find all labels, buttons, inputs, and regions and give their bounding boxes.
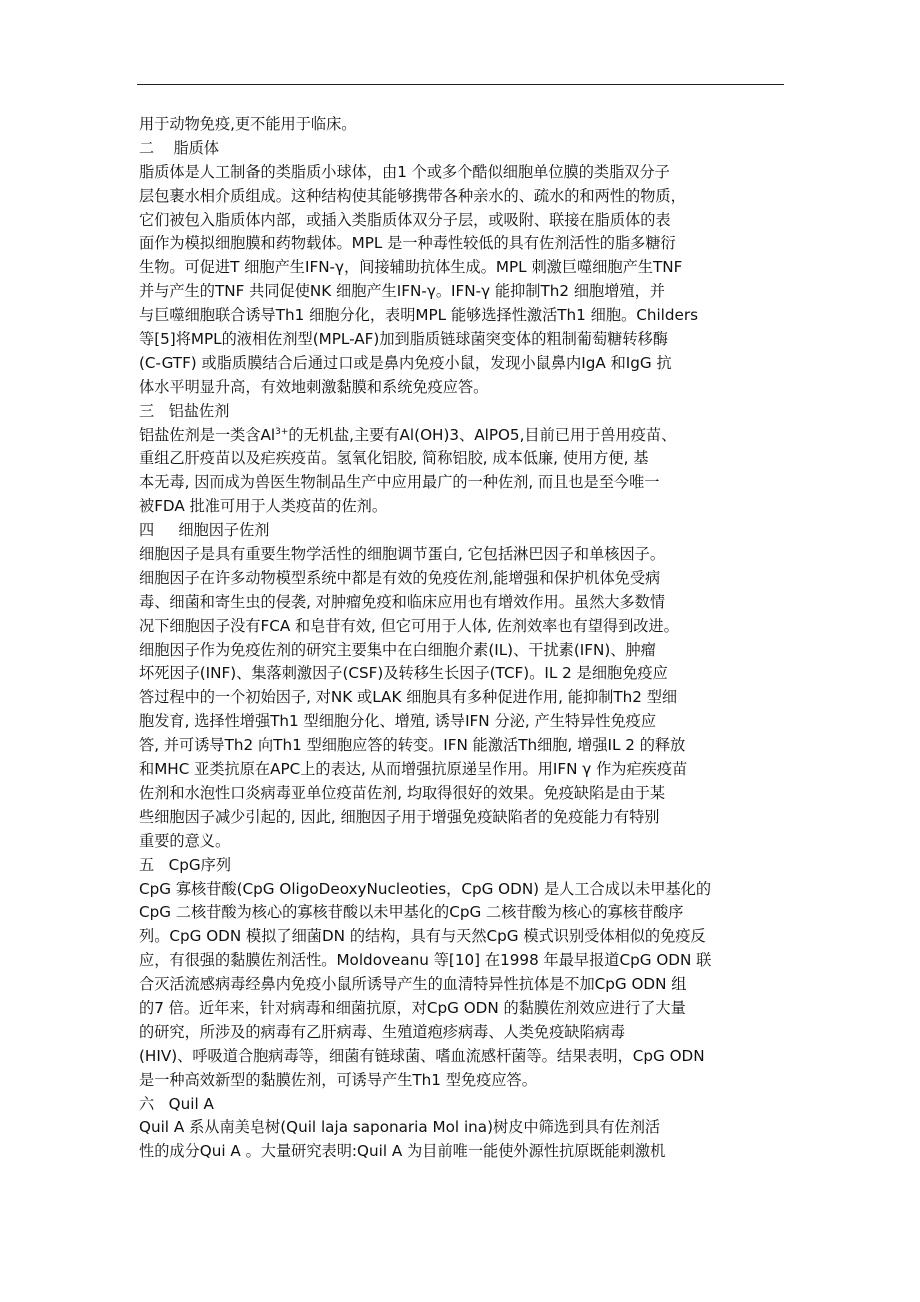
paragraph-line: 被FDA 批准可用于人类疫苗的佐剂。 bbox=[139, 497, 388, 516]
header-rule bbox=[137, 84, 784, 85]
paragraph-line: 层包裹水相介质组成。这种结构使其能够携带各种亲水的、疏水的和两性的物质， bbox=[139, 186, 686, 205]
paragraph-line: 体水平明显升高，有效地刺激黏膜和系统免疫应答。 bbox=[139, 377, 489, 396]
paragraph-line: (HIV)、呼吸道合胞病毒等，细菌有链球菌、嗜血流感杆菌等。结果表明，CpG ODN bbox=[139, 1046, 705, 1065]
paragraph-line: 重要的意义。 bbox=[139, 831, 231, 850]
paragraph-line: 答, 并可诱导Th2 向Th1 型细胞应答的转变。IFN 能激活Th细胞, 增强IL 2 的释放 bbox=[139, 736, 686, 755]
paragraph-line: 并与产生的TNF 共同促使NK 细胞产生IFN-γ。IFN-γ 能抑制Th2 细胞增殖，并 bbox=[139, 282, 665, 301]
line-text: 的无机盐,主要有Al(OH)3、AlPO5,目前已用于兽用疫苗、 bbox=[288, 425, 677, 444]
superscript-charge: 3+ bbox=[275, 426, 289, 437]
paragraph-line: Quil A 系从南美皂树(Quil laja saponaria Mol ina)树皮中筛选到具有佐剂活 bbox=[139, 1118, 661, 1137]
paragraph-line: 等[5]将MPL的液相佐剂型(MPL-AF)加到脂质链球菌突变体的粗制葡萄糖转移酶 bbox=[139, 330, 668, 349]
paragraph-line: 合灭活流感病毒经鼻内免疫小鼠所诱导产生的血清特异性抗体是不加CpG ODN 组 bbox=[139, 975, 687, 994]
paragraph-line: 和MHC 亚类抗原在APC上的表达, 从而增强抗原递呈作用。用IFN γ 作为疟疾疫苗 bbox=[139, 760, 688, 779]
paragraph-line: 它们被包入脂质体内部，或插入类脂质体双分子层，或吸附、联接在脂质体的表 bbox=[139, 210, 671, 229]
paragraph-line: CpG 二核苷酸为核心的寡核苷酸以未甲基化的CpG 二核苷酸为核心的寡核苷酸序 bbox=[139, 903, 684, 922]
paragraph-line: 答过程中的一个初始因子, 对NK 或LAK 细胞具有多种促进作用, 能抑制Th2 型细 bbox=[139, 688, 678, 707]
paragraph-line: 细胞因子在许多动物模型系统中都是有效的免疫佐剂,能增强和保护机体免受病 bbox=[139, 568, 661, 587]
paragraph-line: 与巨噬细胞联合诱导Th1 细胞分化，表明MPL 能够选择性激活Th1 细胞。Childers bbox=[139, 306, 699, 325]
paragraph-line: 应，有很强的黏膜佐剂活性。Moldoveanu 等[10] 在1998 年最早报道CpG ODN 联 bbox=[139, 951, 712, 970]
paragraph-line: 些细胞因子减少引起的, 因此, 细胞因子用于增强免疫缺陷者的免疫能力有特别 bbox=[139, 807, 660, 826]
paragraph-line: 细胞因子是具有重要生物学活性的细胞调节蛋白, 它包括淋巴因子和单核因子。 bbox=[139, 545, 666, 564]
section-heading: 五 CpG序列 bbox=[139, 855, 232, 874]
paragraph-line bbox=[139, 424, 793, 448]
paragraph-line: 毒、细菌和寄生虫的侵袭, 对肿瘤免疫和临床应用也有增效作用。虽然大多数情 bbox=[139, 592, 666, 611]
paragraph-line: 胞发育, 选择性增强Th1 型细胞分化、增殖, 诱导IFN 分泌, 产生特异性免疫应 bbox=[139, 712, 657, 731]
paragraph-line: 生物。可促进T 细胞产生IFN-γ，间接辅助抗体生成。MPL 刺激巨噬细胞产生TNF bbox=[139, 258, 683, 277]
paragraph-line: (C-GTF) 或脂质膜结合后通过口或是鼻内免疫小鼠，发现小鼠鼻内IgA 和IgG 抗 bbox=[139, 353, 672, 372]
section-heading: 六 Quil A bbox=[139, 1094, 214, 1113]
paragraph-line: 列。CpG ODN 模拟了细菌DN 的结构，具有与天然CpG 模式识别受体相似的免疫反 bbox=[139, 927, 706, 946]
paragraph-line: 性的成分Qui A 。大量研究表明:Quil A 为目前唯一能使外源性抗原既能刺激机 bbox=[139, 1142, 666, 1161]
section-heading: 四 细胞因子佐剂 bbox=[139, 521, 270, 540]
paragraph-line: 面作为模拟细胞膜和药物载体。MPL 是一种毒性较低的具有佐剂活性的脂多糖衍 bbox=[139, 234, 676, 253]
paragraph-line: 本无毒, 因而成为兽医生物制品生产中应用最广的一种佐剂, 而且也是至今唯一 bbox=[139, 473, 660, 492]
paragraph-line: 重组乙肝疫苗以及疟疾疫苗。氢氧化铝胶, 简称铝胶, 成本低廉, 使用方便, 基 bbox=[139, 449, 649, 468]
paragraph-line: 坏死因子(INF)、集落刺激因子(CSF)及转移生长因子(TCF)。IL 2 是细胞免疫应 bbox=[139, 664, 668, 683]
section-heading: 二 脂质体 bbox=[139, 138, 220, 157]
paragraph-line: 的研究，所涉及的病毒有乙肝病毒、生殖道疱疹病毒、人类免疫缺陷病毒 bbox=[139, 1022, 625, 1041]
paragraph-line: 的7 倍。近年来，针对病毒和细菌抗原，对CpG ODN 的黏膜佐剂效应进行了大量 bbox=[139, 998, 686, 1017]
paragraph-line: 况下细胞因子没有FCA 和皂苷有效, 但它可用于人体, 佐剂效率也有望得到改进。 bbox=[139, 616, 679, 635]
line-text: 铝盐佐剂是一类含Al bbox=[139, 425, 276, 444]
paragraph-line: 是一种高效新型的黏膜佐剂，可诱导产生Th1 型免疫应答。 bbox=[139, 1070, 537, 1089]
paragraph-line: CpG 寡核苷酸(CpG OligoDeoxyNucleoties，CpG ODN) 是人工合成以未甲基化的 bbox=[139, 879, 712, 898]
paragraph-line: 佐剂和水泡性口炎病毒亚单位疫苗佐剂, 均取得很好的效果。免疫缺陷是由于某 bbox=[139, 783, 666, 802]
section-heading: 三 铝盐佐剂 bbox=[139, 401, 230, 420]
paragraph-line: 脂质体是人工制备的类脂质小球体，由1 个或多个酷似细胞单位膜的类脂双分子 bbox=[139, 162, 670, 181]
document-body bbox=[139, 113, 793, 1164]
paragraph-line: 细胞因子作为免疫佐剂的研究主要集中在白细胞介素(IL)、干扰素(IFN)、肿瘤 bbox=[139, 640, 656, 659]
paragraph-line: 用于动物免疫,更不能用于临床。 bbox=[139, 115, 357, 133]
